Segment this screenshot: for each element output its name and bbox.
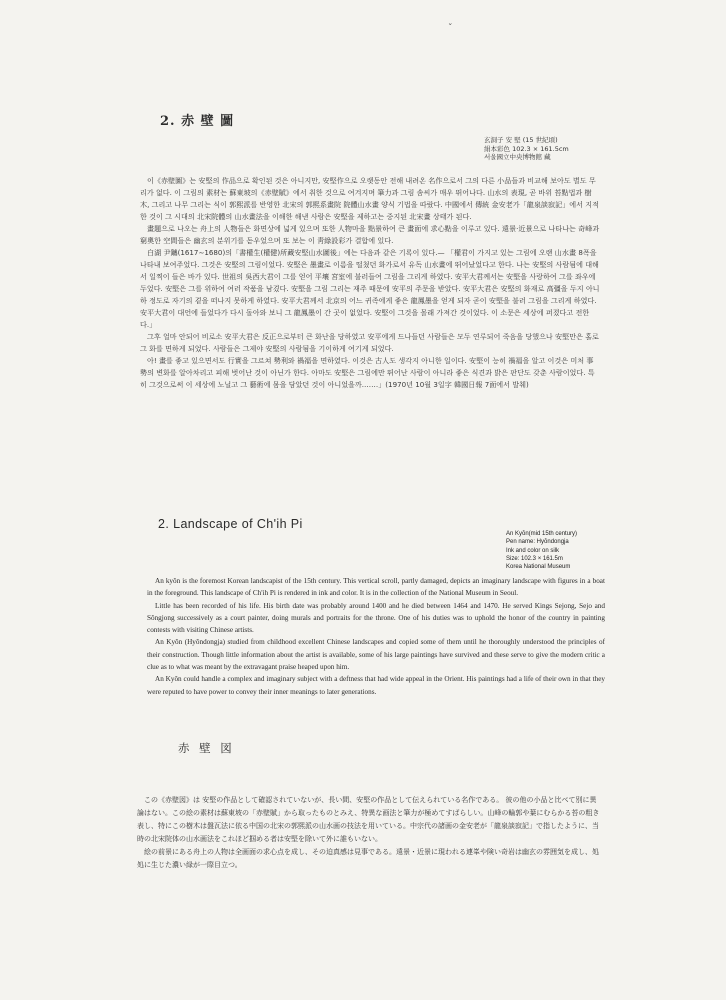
korean-paragraph: 畫題으로 나오는 舟上의 人物들은 화면상에 넓게 있으며 또한 人物마을 點景하여 큰 畫面에 求心點을 이루고 있다. 遠景·近景으로 나타나는 奇峰과 窮奧한 空間들은 幽玄의 분위기를 돋우었으며 또 보는 이 靑綠設彩가 결합에 있다.: [140, 224, 600, 245]
english-paragraph: Little has been recorded of his life. His birth date was probably around 1400 and he died between 1464 and 1470. He served Kings Sejong, Sejo and Sŏngjong successively as a court painter, doing murals and portraits for the throne. One of his duties was to uphold the honor of the country in painting contests with visiting Chinese artists.: [147, 601, 605, 635]
english-paragraph: An Kyŏn (Hyŏndongja) studied from childhood excellent Chinese landscapes and copied some of them until he thoroughly understood the principles of their construction. Though little information about the artist is available, some of his large paintings have survived and these serve to give the modern critic a clue as to what was meant by the extravagant praise heaped upon him.: [147, 638, 605, 672]
japanese-section-title: 赤 壁 図: [178, 741, 235, 755]
japanese-paragraph: 絵の前景にある舟上の人物は全画面の求心点を成し、その迫真感は見事である。遠景・近景に現われる連峯や険い奇岩は幽玄の雰囲気を成し、処処に生じた濃い緑が一際目立つ。: [137, 848, 599, 869]
korean-paragraph: 白湖 尹鑴(1617∼1680)의「書權生(權健)所藏安堅山水圖後」에는 다음과 같은 기록이 있다.— 「權君이 가지고 있는 그림에 오랜 山水畫 8폭을 나타내 보여주었다. 그것은 安堅의 그림이었다. 安堅은 墨畫로 이름을 떨쳤던 화가로서 유독 山水畫에 뛰어났었다고 한다. 나는 安堅의 사람됨에 대해서 일찍이 들은 바가 있다. 世祖의 吳西大君이 그를 얻어 平壤 宮室에 불러들여 그림을 그리게 하였다. 安平大君께서는 安堅을 사랑하여 그를 좌우에 두었다. 安堅은 그를 위하여 여러 작품을 남겼다. 安堅을 그림 그리는 재주 때문에 安平의 주문을 받았다. 安平大君은 安堅의 화재로 高彊을 두지 아니하 정도로 자기의 곁을 떠나지 못하게 하였다. 安平大君께서 北京의 어느 귀족에게 좋은 龍鳳墨을 얻게 되자 곧이 安堅을 불러 그림을 그리게 하였다. 安平大君이 대언에 들었다가 다시 돌아와 보니 그 龍鳳墨이 간 곳이 없었다. 安堅이 그것을 몰래 가져간 것이었다. 이 소문은 세상에 퍼졌다고 전한다.」: [140, 248, 600, 329]
korean-paragraph: 이《赤壁圖》는 安堅의 作品으로 확인된 것은 아니지만, 安堅作으로 오랫동안 전해 내려온 名作으로서 그의 다른 小品들과 비교해 보아도 별도 무리가 없다. 이 그림의 素材는 蘇東坡의《赤壁賦》에서 취한 것으로 여겨지며 筆力과 그림 솜씨가 매우 뛰어나다. 山水의 表現, 곧 바위 苔點법과 樹木, 그리고 나무 그리는 식이 郭熙派를 반영한 北宋의 郭熙系畫院 院體山水畫 양식 기법을 따랐다. 中國에서 傳統 金安老가「龍泉談寂記」에서 지적한 것이 그 시대의 北宋院體의 山水畫法을 이해한 해낸 사람은 安堅을 제하고는 중지된 北宋畫 상태가 된다.: [140, 176, 599, 221]
english-paragraph: An Kyŏn could handle a complex and imaginary subject with a deftness that had wide appeal in the Orient. His paintings had a life of their own in that they were reputed to have power to convey their inner meanings to later generations.: [147, 675, 605, 696]
korean-artwork-caption: [484, 136, 569, 162]
korean-paragraph: 아! 畫를 좋고 있으면서도 行實을 그르쳐 勢利와 禍福을 면하였다. 이것은 古人도 생각지 아니한 일이다. 安堅이 능히 禍福을 알고 이것은 미처 事勢의 변화를 알아차리고 피해 벗어난 것이 아닌가 한다. 아마도 安堅은 그림에만 뛰어난 사람이 아니라 좋은 식견과 밝은 판단도 갖춘 사람이었다. 특히 그것으로써 이 세상에 노닐고 그 藝術에 몸을 담았던 것이 아니었을까.……」(1970년 10월 3일字 韓國日報 7面에서 발췌): [140, 356, 595, 389]
english-section-title: 2. Landscape of Ch'ih Pi: [158, 517, 303, 531]
korean-section-title: 2. 赤 壁 圖: [160, 114, 235, 129]
english-caption-penname: Pen name: Hyŏndongja: [506, 539, 569, 546]
korean-caption-collection: 서울國立中央博物館 藏: [484, 153, 551, 161]
english-caption-collection: Korea National Museum: [506, 564, 571, 571]
english-paragraph: An kyŏn is the foremost Korean landscapist of the 15th century. This vertical scroll, partly damaged, depicts an imaginary landscape with figures in a boat in the foreground. This landscape of Ch'ih Pi is rendered in ink and color. It is in the collection of the National Museum in Seoul.: [147, 577, 605, 598]
japanese-body-text: [137, 794, 601, 872]
english-artwork-caption: [506, 530, 577, 571]
page-mark: ˇ: [448, 24, 453, 34]
english-caption-medium: Ink and color on silk: [506, 547, 560, 554]
japanese-paragraph: この《赤壁図》は 安堅の作品として確認されていないが、長い間、安堅の作品として伝えられている名作である。 彼の他の小品と比べて別に異論はない。この絵の素材は蘇東坡の「赤壁賦」から取ったものとみえ、特異な画法と筆力が極めてすばらしい。山峰の輪郭や葉にむらかる苔の粗き表し、特にこの樹木は盤瓦法に依る中国の北宋の郭煕派の山水画の技法を用いている。中宗代の諸画の金安老が「龍泉談寂記」で指したように、当時の北宋院体の山水画法をこれほど掴める者は安堅を除いて外に誰もいない。: [137, 796, 600, 843]
korean-body-text: [140, 175, 600, 391]
english-caption-size: Size: 102.3 × 161.5m: [506, 555, 563, 562]
english-body-text: [147, 575, 605, 698]
korean-caption-medium: 絹本彩色 102.3 × 161.5cm: [484, 144, 569, 153]
korean-caption-artist: 玄洞子 安 堅 (15 世紀頃): [484, 136, 558, 144]
korean-paragraph: 그후 얼마 안되어 비로소 安平大君은 反正으로부터 큰 화난을 당하였고 安平에게 드나들던 사람들은 모두 연루되어 죽음을 당했으나 安堅만은 홀로 그 화를 면하게 되었다. 사람들은 그제야 安堅의 사람됨을 기이하게 여기게 되었다.: [140, 332, 599, 353]
english-caption-artist: An Kyŏn(mid 15th century): [506, 531, 578, 537]
